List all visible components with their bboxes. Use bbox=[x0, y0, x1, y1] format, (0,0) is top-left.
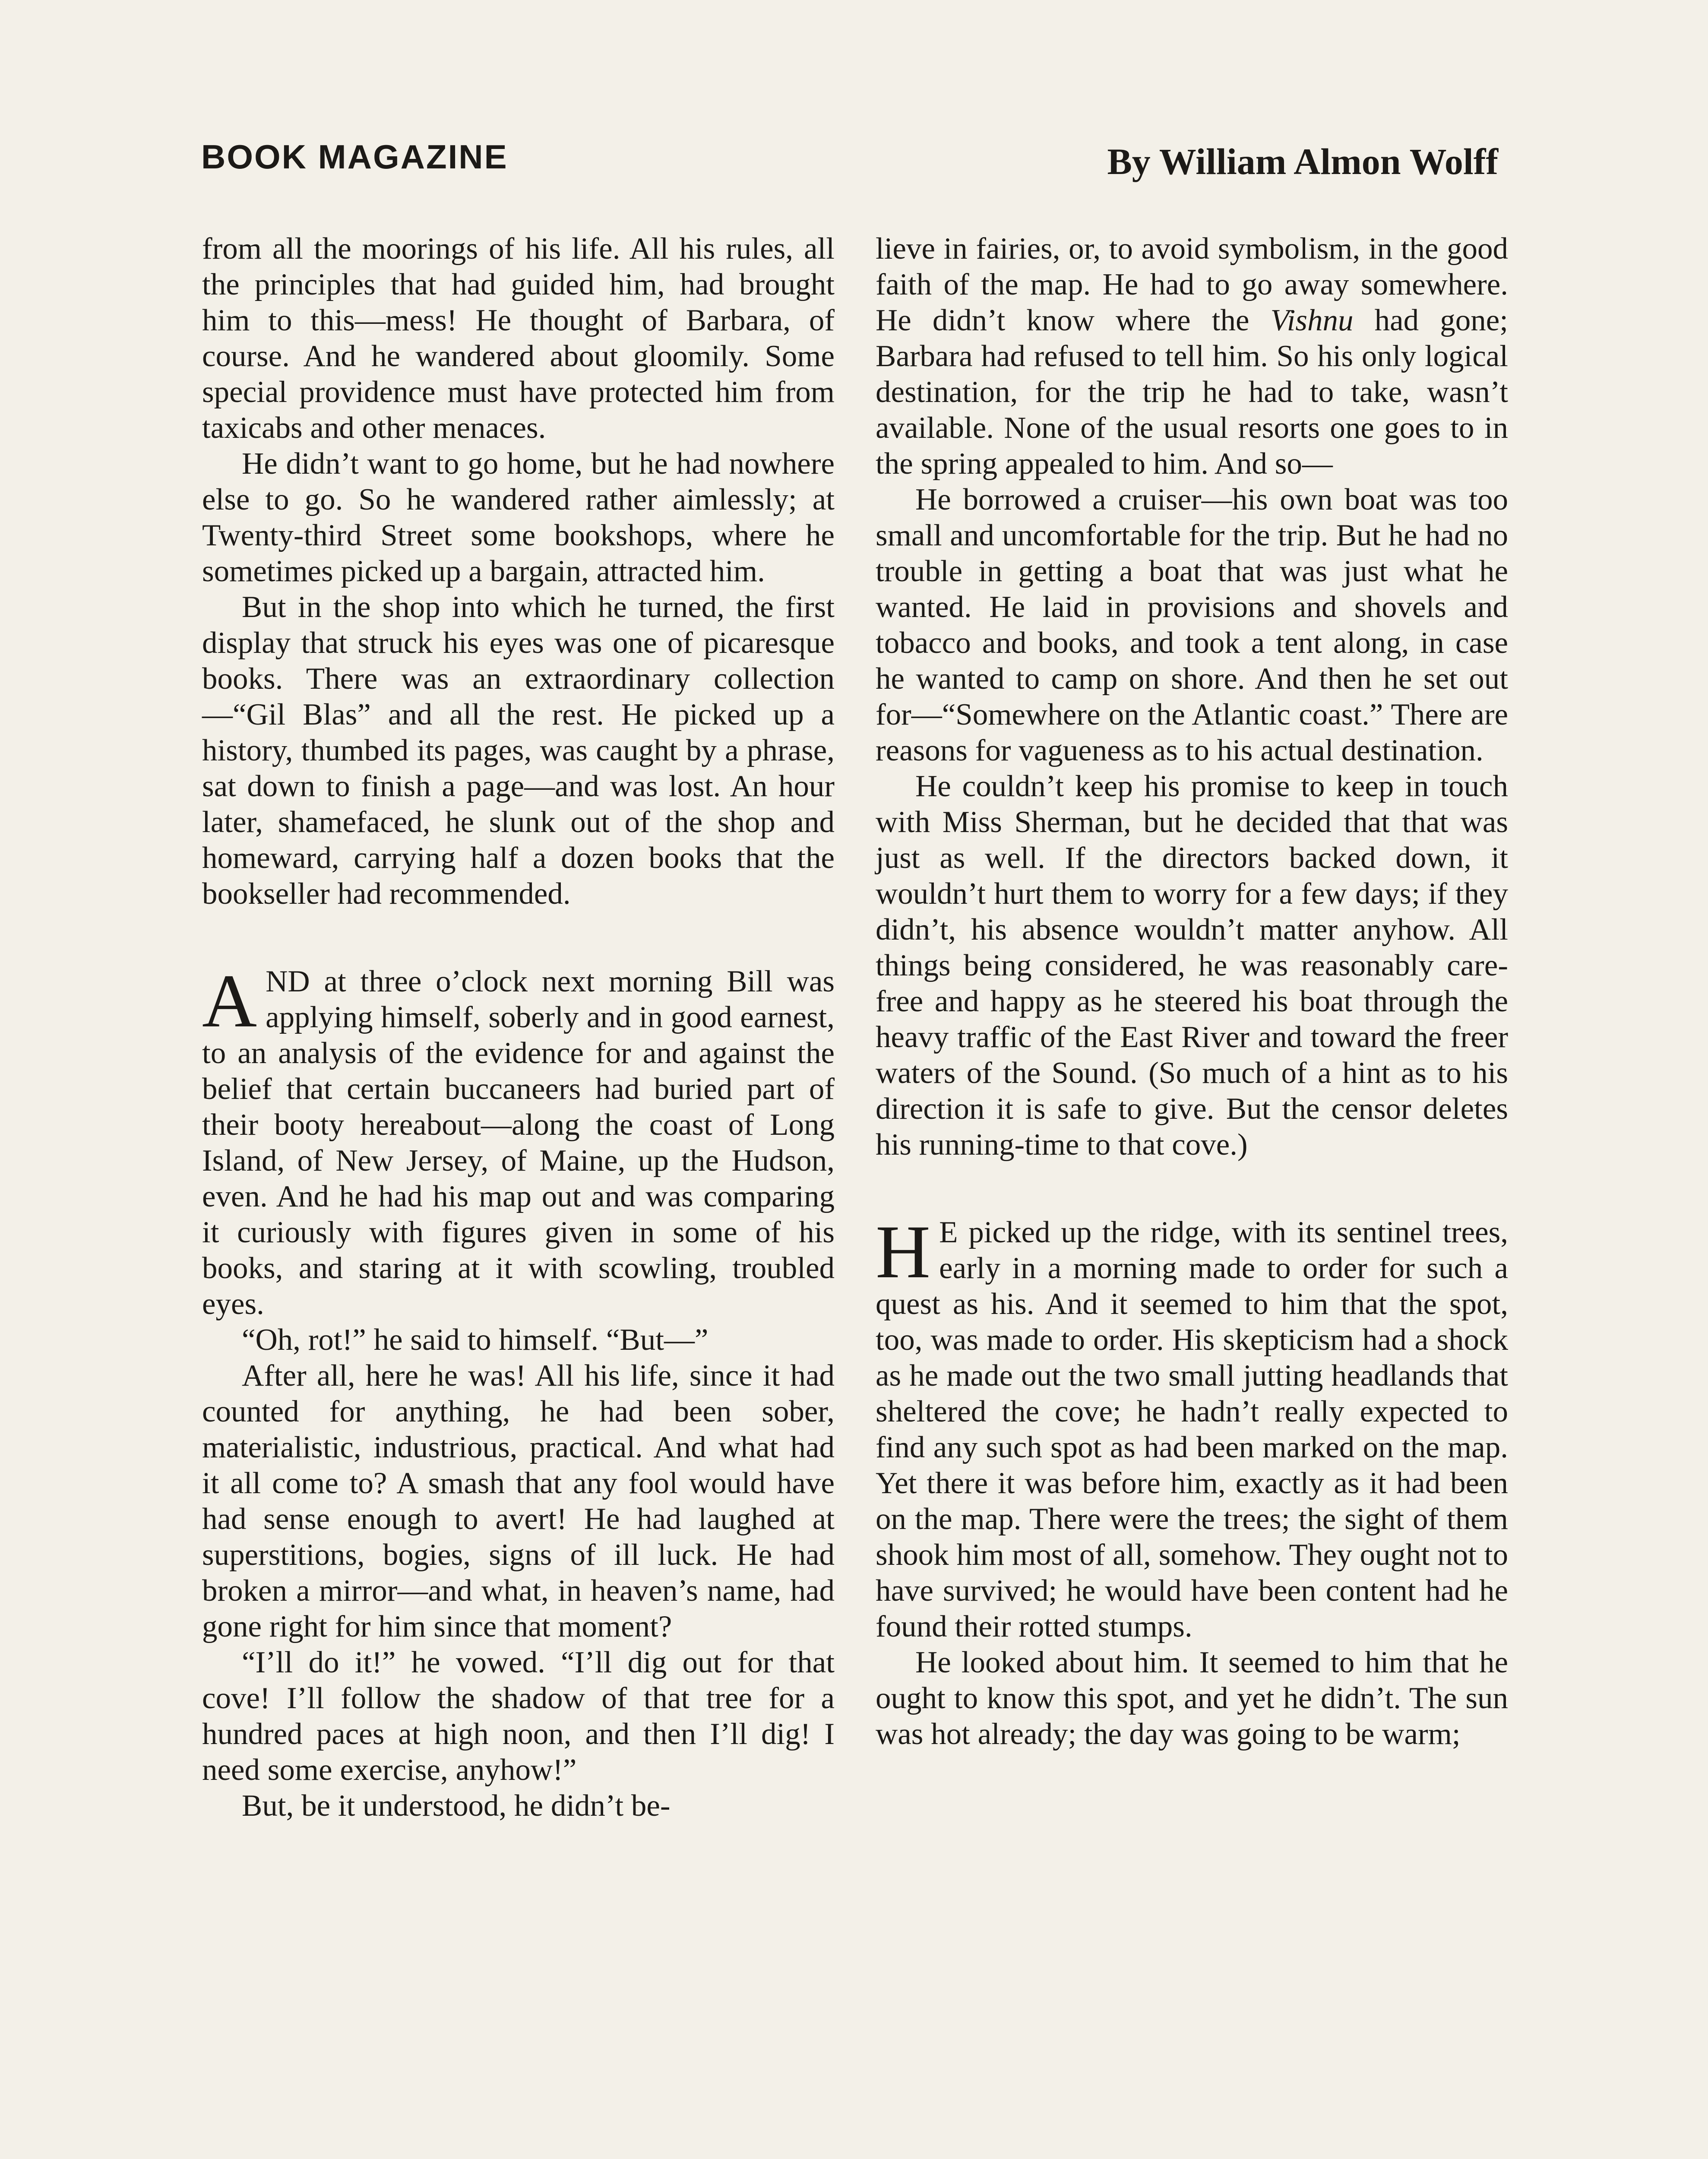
right-column bbox=[876, 231, 1508, 1752]
section-paragraph bbox=[876, 1210, 1508, 1645]
magazine-title: BOOK MAGAZINE bbox=[201, 138, 508, 176]
paragraph: But in the shop into which he turned, the first display that struck his eyes was one of picaresque books. There was an extraordinary collection—“Gil Blas” and all the rest. He picked up a history, thumbed its pages, was caught by a phrase, sat down to finish a page—and was lost. An hour later, shamefaced, he slunk out of the shop and homeward, carrying half a dozen books that the bookseller had recommended. bbox=[202, 590, 835, 911]
paragraph-text: had gone; Barbara had refused to tell him. So his only logical destination, for the trip he had to take, wasn’t available. None of the usual resorts one goes to in the spring appealed to him. And so— bbox=[876, 304, 1508, 481]
drop-cap: H bbox=[876, 1210, 931, 1294]
paragraph-text: ND at three o’clock next morning Bill was applying himself, soberly and in good earnest, to an analysis of the evidence for and against the belief that certain buccaneers had buried part of their booty hereabout—along the coast of Long Island, of New Jersey, of Maine, up the Hudson, even. And he had his map out and was comparing it curiously with figures given in some of his books, and staring at it with scowling, troubled eyes. bbox=[202, 965, 835, 1321]
running-header bbox=[201, 137, 1498, 189]
paragraph: He didn’t want to go home, but he had nowhere else to go. So he wandered rather aimlessly; at Twenty-third Street some bookshops, where he sometimes picked up a bargain, attracted him. bbox=[202, 447, 835, 588]
paragraph: from all the moorings of his life. All his rules, all the principles that had guided him, had brought him to this—mess! He thought of Barbara, of course. And he wandered about gloomily. Some special providence must have protected him from taxicabs and other menaces. bbox=[202, 232, 835, 445]
paragraph: After all, here he was! All his life, since it had counted for anything, he had been sober, materialistic, industrious, practical. And what had it all come to? A smash that any fool would have had sense enough to avert! He had laughed at superstitions, bogies, signs of ill luck. He had broken a mirror—and what, in heaven’s name, had gone right for him since that moment? bbox=[202, 1359, 835, 1643]
paragraph: “I’ll do it!” he vowed. “I’ll dig out for that cove! I’ll follow the shadow of that tree for a hundred paces at high noon, and then I’ll dig! I need some exercise, anyhow!” bbox=[202, 1646, 835, 1787]
paragraph: He looked about him. It seemed to him that he ought to know this spot, and yet he didn’t. The sun was hot already; the day was going to be warm; bbox=[876, 1646, 1508, 1751]
paragraph-text: E picked up the ridge, with its sentinel trees, early in a morning made to order for such a quest as his. And it seemed to him that the spot, too, was made to order. His skepticism had a shock as he made out the two small jutting headlands that sheltered the cove; he hadn’t really expected to find any such spot as had been marked on the map. Yet there it was before him, exactly as it had been on the map. There were the trees; the sight of them shook him most of all, somehow. They ought not to have survived; he would have been content had he found their rotted stumps. bbox=[876, 1216, 1508, 1643]
paragraph: “Oh, rot!” he said to himself. “But—” bbox=[242, 1323, 709, 1357]
left-column bbox=[202, 231, 835, 1824]
author-byline: By William Almon Wolff bbox=[1107, 141, 1498, 182]
ship-name: Vishnu bbox=[1270, 304, 1354, 337]
paragraph: He couldn’t keep his promise to keep in touch with Miss Sherman, but he decided that that was just as well. If the directors backed down, it wouldn’t hurt them to worry for a few days; if they didn’t, his absence wouldn’t matter anyhow. All things being considered, he was reasonably care-free and happy as he steered his boat through the heavy traffic of the East River and toward the freer waters of the Sound. (So much of a hint as to his direction it is safe to give. But the censor deletes his running-time to that cove.) bbox=[876, 769, 1508, 1162]
paragraph: He borrowed a cruiser—his own boat was too small and uncomfortable for the trip. But he had no trouble in getting a boat that was just what he wanted. He laid in provisions and shovels and tobacco and books, and took a tent along, in case he wanted to camp on shore. And then he set out for—“Somewhere on the Atlantic coast.” There are reasons for vagueness as to his actual destination. bbox=[876, 483, 1508, 767]
section-paragraph bbox=[202, 959, 835, 1322]
paragraph: But, be it understood, he didn’t be- bbox=[242, 1789, 671, 1823]
drop-cap: A bbox=[202, 959, 257, 1043]
paragraph bbox=[876, 231, 1508, 482]
paragraph-text: lieve in fairies, or, to avoid symbolism, in the good faith of the map. He had to go away somewhere. He didn’t know where the bbox=[876, 232, 1508, 337]
